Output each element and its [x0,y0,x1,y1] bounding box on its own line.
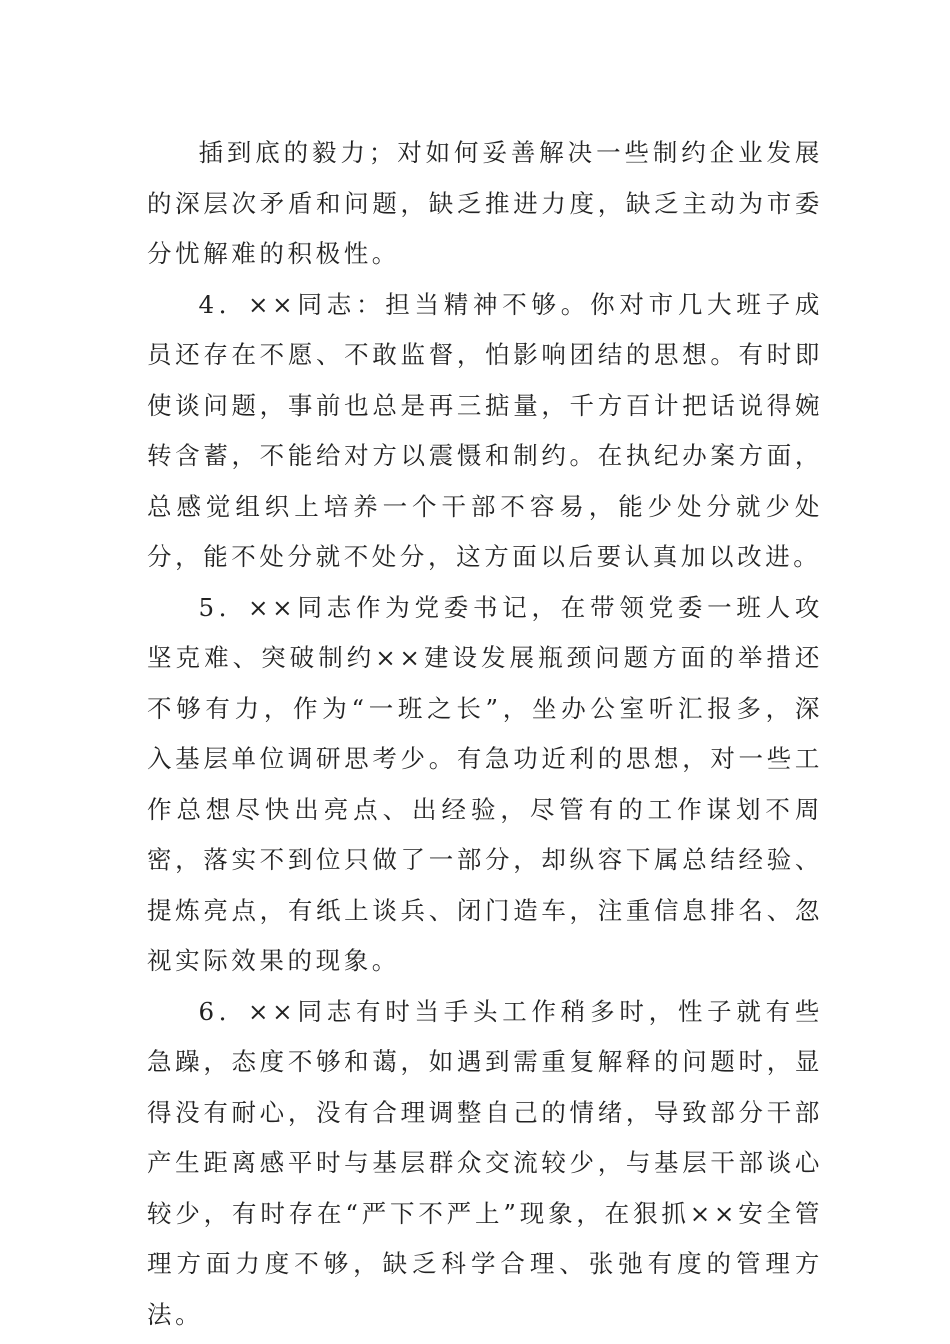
paragraph-item-6: 6．××同志有时当手头工作稍多时，性子就有些急躁，态度不够和蔼，如遇到需重复解释的问题时，显得没有耐心，没有合理调整自己的情绪，导致部分干部产生距离感平时与基层群众交流较少，与基层干部谈心较少，有时存在“严下不严上”现象，在狠抓××安全管理方面力度不够，缺乏科学合理、张弛有度的管理方法。 [147,996,823,1329]
document-body [147,128,823,1340]
paragraph-continuation: 插到底的毅力；对如何妥善解决一些制约企业发展的深层次矛盾和问题，缺乏推进力度，缺乏主动为市委分忧解难的积极性。 [147,138,823,268]
paragraph-item-4: 4．××同志：担当精神不够。你对市几大班子成员还存在不愿、不敢监督，怕影响团结的思想。有时即使谈问题，事前也总是再三掂量，千方百计把话说得婉转含蓄，不能给对方以震慑和制约。在执纪办案方面，总感觉组织上培养一个干部不容易，能少处分就少处分，能不处分就不处分，这方面以后要认真加以改进。 [147,289,823,571]
paragraph-item-5: 5．××同志作为党委书记，在带领党委一班人攻坚克难、突破制约××建设发展瓶颈问题方面的举措还不够有力，作为“一班之长”，坐办公室听汇报多，深入基层单位调研思考少。有急功近利的思想，对一些工作总想尽快出亮点、出经验，尽管有的工作谋划不周密，落实不到位只做了一部分，却纵容下属总结经验、提炼亮点，有纸上谈兵、闭门造车，注重信息排名、忽视实际效果的现象。 [147,592,823,975]
